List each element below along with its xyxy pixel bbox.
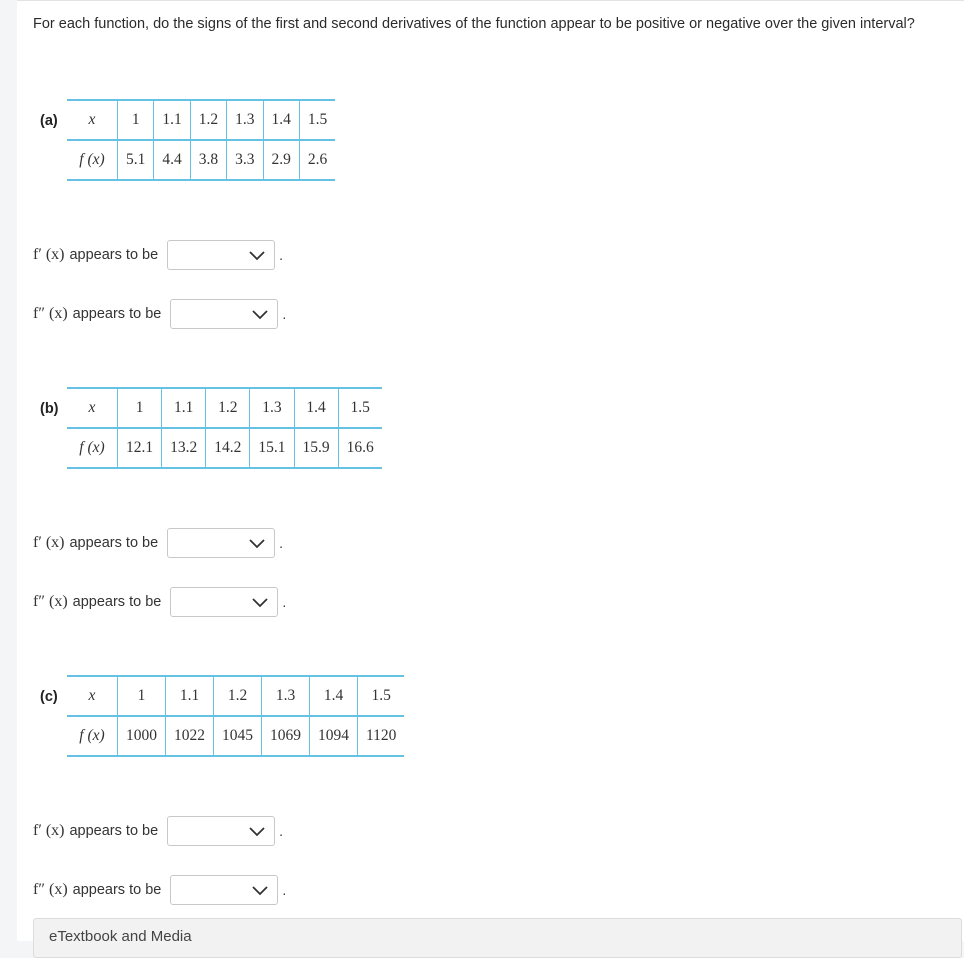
prompt-text: appears to be [69, 823, 159, 839]
prompt-text: appears to be [72, 594, 162, 610]
question-panel [17, 0, 964, 945]
x-header: x [67, 100, 118, 140]
part-b-table [67, 387, 382, 469]
chevron-down-icon [251, 595, 269, 609]
table-cell: 15.9 [294, 428, 338, 468]
period: . [279, 823, 284, 839]
table-cell: 1 [118, 676, 166, 716]
table-cell: 1.5 [299, 100, 335, 140]
table-cell: 1120 [358, 716, 405, 756]
table-cell: 1.1 [154, 100, 190, 140]
table-cell: 5.1 [118, 140, 154, 180]
second-derivative-symbol: f″ (x) [33, 593, 68, 610]
part-a-second-derivative-select[interactable] [170, 299, 278, 329]
prompt-text: appears to be [72, 882, 162, 898]
table-cell: 1.3 [250, 388, 294, 428]
chevron-down-icon [248, 536, 266, 550]
table-cell: 1.5 [338, 388, 382, 428]
table-cell: 15.1 [250, 428, 294, 468]
part-b-second-derivative-row [33, 586, 286, 618]
table-cell: 3.8 [190, 140, 226, 180]
table-cell: 3.3 [227, 140, 263, 180]
x-header: x [67, 388, 118, 428]
part-c-second-derivative-select[interactable] [170, 875, 278, 905]
table-row [67, 100, 335, 140]
question-text: For each function, do the signs of the first and second derivatives of the function appear to be positive or negative over the given interval? [33, 16, 915, 32]
part-a-first-derivative-select[interactable] [167, 240, 275, 270]
part-b-second-derivative-select[interactable] [170, 587, 278, 617]
part-a-first-derivative-row [33, 239, 283, 271]
table-row [67, 388, 382, 428]
table-row [67, 676, 404, 716]
table-cell: 1.2 [190, 100, 226, 140]
table-cell: 1.4 [294, 388, 338, 428]
table-cell: 1.3 [227, 100, 263, 140]
chevron-down-icon [248, 824, 266, 838]
table-cell: 16.6 [338, 428, 382, 468]
table-cell: 1.4 [263, 100, 299, 140]
fx-header: f (x) [79, 727, 105, 744]
period: . [282, 306, 287, 322]
table-row [67, 140, 335, 180]
part-a-table [67, 99, 335, 181]
chevron-down-icon [248, 248, 266, 262]
period: . [282, 882, 287, 898]
etextbook-media-label: eTextbook and Media [49, 928, 192, 945]
table-cell: 14.2 [206, 428, 250, 468]
table-cell: 1022 [166, 716, 214, 756]
table-cell: 1.1 [162, 388, 206, 428]
part-c-label: (c) [40, 689, 58, 705]
period: . [279, 247, 284, 263]
table-cell: 2.9 [263, 140, 299, 180]
first-derivative-symbol: f′ (x) [33, 822, 65, 839]
prompt-text: appears to be [72, 306, 162, 322]
fx-header: f (x) [79, 439, 105, 456]
fx-header: f (x) [79, 151, 105, 168]
second-derivative-symbol: f″ (x) [33, 881, 68, 898]
table-cell: 13.2 [162, 428, 206, 468]
part-b-label: (b) [40, 401, 59, 417]
chevron-down-icon [251, 307, 269, 321]
x-header: x [67, 676, 118, 716]
period: . [282, 594, 287, 610]
prompt-text: appears to be [69, 535, 159, 551]
period: . [279, 535, 284, 551]
table-cell: 1.1 [166, 676, 214, 716]
prompt-text: appears to be [69, 247, 159, 263]
table-cell: 1069 [262, 716, 310, 756]
table-cell: 1.2 [214, 676, 262, 716]
table-cell: 1045 [214, 716, 262, 756]
part-a-label: (a) [40, 113, 58, 129]
part-c-table [67, 675, 404, 757]
part-a-second-derivative-row [33, 298, 286, 330]
table-cell: 1.4 [310, 676, 358, 716]
table-cell: 1.3 [262, 676, 310, 716]
part-c-first-derivative-select[interactable] [167, 816, 275, 846]
part-b-first-derivative-row [33, 527, 283, 559]
table-cell: 2.6 [299, 140, 335, 180]
table-cell: 1094 [310, 716, 358, 756]
part-b-first-derivative-select[interactable] [167, 528, 275, 558]
table-cell: 12.1 [118, 428, 162, 468]
etextbook-media-bar[interactable] [33, 918, 962, 958]
part-c-second-derivative-row [33, 874, 286, 906]
table-cell: 1 [118, 100, 154, 140]
table-row [67, 428, 382, 468]
table-cell: 1.5 [358, 676, 405, 716]
chevron-down-icon [251, 883, 269, 897]
part-c-first-derivative-row [33, 815, 283, 847]
table-cell: 4.4 [154, 140, 190, 180]
second-derivative-symbol: f″ (x) [33, 305, 68, 322]
table-row [67, 716, 404, 756]
table-cell: 1000 [118, 716, 166, 756]
first-derivative-symbol: f′ (x) [33, 246, 65, 263]
table-cell: 1.2 [206, 388, 250, 428]
table-cell: 1 [118, 388, 162, 428]
first-derivative-symbol: f′ (x) [33, 534, 65, 551]
